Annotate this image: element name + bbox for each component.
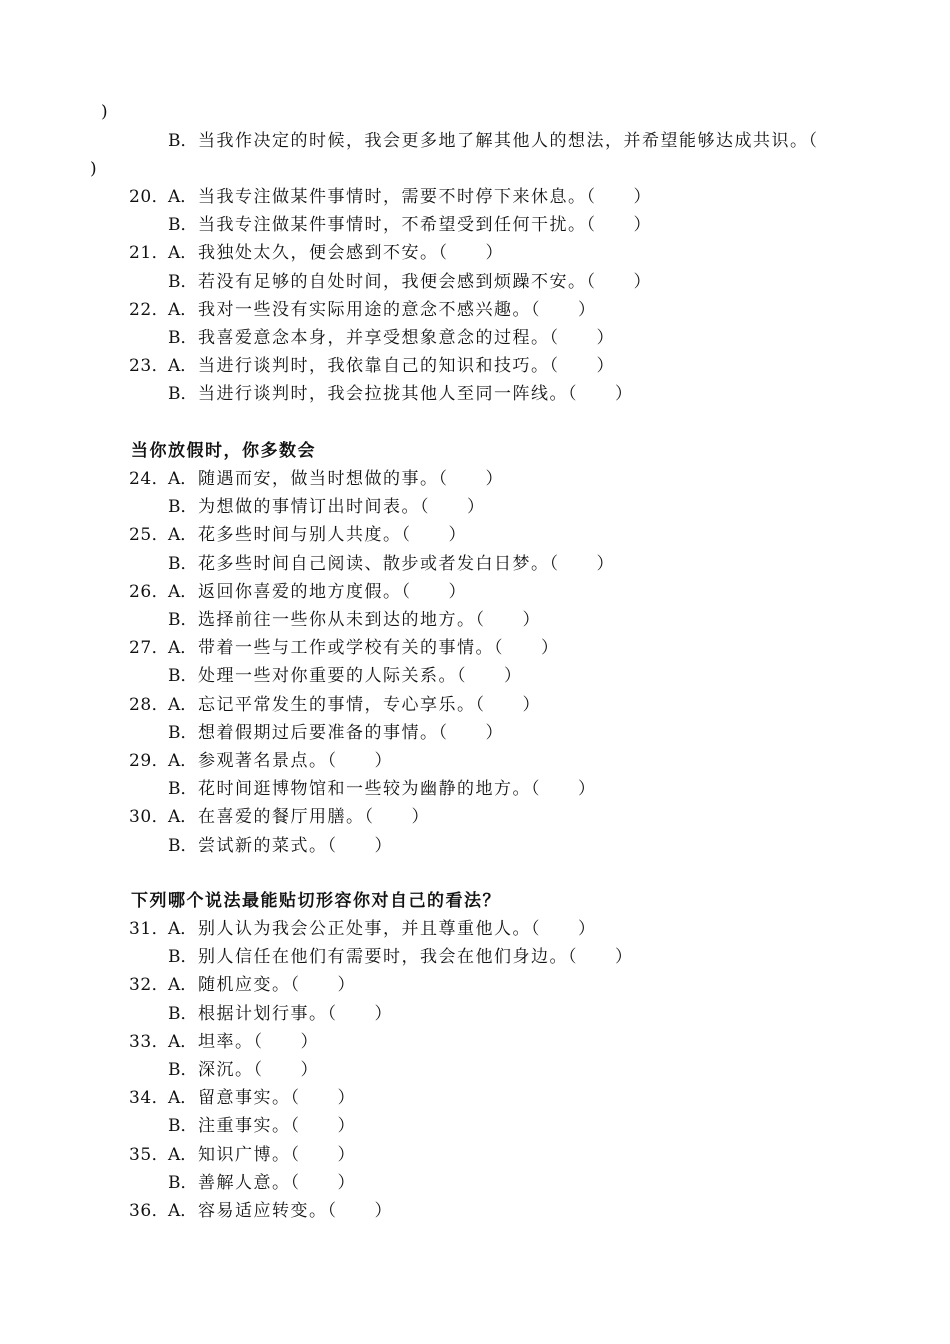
option-a-text: 别人认为我会公正处事，并且尊重他人。（ ） (198, 919, 597, 939)
option-a-label: A． (168, 243, 198, 264)
option-a (168, 1200, 393, 1222)
option-a (168, 581, 467, 603)
option-a-label: A． (168, 356, 198, 377)
option-a-text: 忘记平常发生的事情，专心享乐。（ ） (198, 694, 541, 715)
option-b-label: B． (168, 553, 198, 574)
option-b-text: 选择前往一些你从未到达的地方。（ ） (198, 610, 541, 630)
option-a-text: 容易适应转变。（ ） (198, 1201, 393, 1221)
option-b (168, 553, 615, 575)
option-a-text: 留意事实。（ ） (198, 1088, 356, 1109)
option-b (168, 496, 486, 518)
option-a (168, 186, 652, 208)
option-a-text: 当我专注做某件事情时，需要不时停下来休息。（ ） (198, 187, 652, 207)
option-a-text: 坦率。（ ） (198, 1031, 319, 1052)
option-b-label: B． (168, 1116, 198, 1137)
option-b (168, 271, 652, 293)
question-number: 30． (129, 807, 170, 828)
option-b-label: B． (168, 666, 198, 687)
option-a-text: 我独处太久，便会感到不安。（ ） (198, 243, 504, 264)
question-number: 36． (129, 1201, 170, 1221)
option-a-text: 我对一些没有实际用途的意念不感兴趣。（ ） (198, 299, 597, 320)
option-b-text: 别人信任在他们有需要时，我会在他们身边。（ ） (198, 947, 634, 968)
option-b-text: 想着假期过后要准备的事情。（ ） (198, 722, 504, 743)
option-a (168, 468, 504, 490)
option-a-text: 花多些时间与别人共度。（ ） (198, 525, 467, 546)
option-b-label: B． (168, 835, 198, 856)
option-a-text: 带着一些与工作或学校有关的事情。（ ） (198, 638, 560, 659)
closing-paren-top: ) (101, 102, 110, 122)
option-a-label: A． (168, 807, 198, 828)
option-b-label: B． (168, 384, 198, 405)
option-a-label: A． (168, 919, 198, 939)
option-a-label: A． (168, 581, 198, 602)
question-number: 34． (129, 1088, 170, 1109)
option-a-text: 返回你喜爱的地方度假。（ ） (198, 581, 467, 602)
option-a-label: A． (168, 638, 198, 659)
option-a-label: A． (168, 751, 198, 771)
option-b (168, 946, 634, 968)
option-a-label: A． (168, 1031, 198, 1052)
option-a (168, 299, 597, 321)
option-b-label: B． (168, 271, 198, 292)
option-a-text: 当进行谈判时，我依靠自己的知识和技巧。（ ） (198, 356, 615, 377)
option-a-label: A． (168, 975, 198, 996)
option-a-text: 随遇而安，做当时想做的事。（ ） (198, 469, 504, 489)
option-b-label: B． (168, 328, 198, 348)
option-a-label: A． (168, 694, 198, 715)
question-number: 24． (129, 469, 170, 489)
option-a (168, 750, 393, 772)
option-a (168, 918, 597, 940)
option-b (168, 383, 634, 405)
option-b-text: 根据计划行事。（ ） (198, 1003, 393, 1024)
option-b-label: B． (168, 779, 198, 800)
item-19-closing-paren: ) (90, 159, 99, 179)
option-b-text: 花时间逛博物馆和一些较为幽静的地方。（ ） (198, 779, 597, 800)
option-a (168, 524, 467, 546)
option-b (168, 1003, 393, 1025)
option-a-label: A． (168, 1088, 198, 1109)
option-b-text: 处理一些对你重要的人际关系。（ ） (198, 666, 523, 687)
option-b (168, 214, 652, 236)
option-a-text: 知识广博。（ ） (198, 1144, 356, 1165)
option-a (168, 1031, 319, 1053)
option-b-label: B． (168, 1003, 198, 1024)
option-b-text: 当进行谈判时，我会拉拢其他人至同一阵线。（ ） (198, 384, 634, 405)
option-b (168, 1172, 356, 1194)
option-b (168, 665, 523, 687)
option-b-text: 当我专注做某件事情时，不希望受到任何干扰。（ ） (198, 215, 652, 236)
option-a (168, 637, 560, 659)
option-a-label: A． (168, 1144, 198, 1165)
question-number: 32． (129, 975, 170, 996)
option-b-text: 花多些时间自己阅读、散步或者发白日梦。（ ） (198, 553, 615, 574)
question-number: 29． (129, 751, 170, 771)
option-b (168, 1059, 319, 1081)
question-number: 26． (129, 581, 170, 602)
option-a (168, 974, 356, 996)
option-b-text: 若没有足够的自处时间，我便会感到烦躁不安。（ ） (198, 271, 652, 292)
question-number: 20． (129, 187, 170, 207)
option-b (168, 835, 393, 857)
option-b-label: B． (168, 947, 198, 968)
question-number: 21． (129, 243, 170, 264)
option-b (168, 1115, 356, 1137)
question-number: 31． (129, 919, 170, 939)
section-heading-self-view: 下列哪个说法最能贴切形容你对自己的看法？ (131, 891, 501, 911)
option-b-label: B． (168, 497, 198, 518)
option-b-text: 尝试新的菜式。（ ） (198, 835, 393, 856)
option-a-label: A． (168, 525, 198, 546)
section-heading-holiday: 当你放假时，你多数会 (131, 441, 316, 461)
option-b-text: 我喜爱意念本身，并享受想象意念的过程。（ ） (198, 328, 615, 348)
option-a-text: 在喜爱的餐厅用膳。（ ） (198, 807, 430, 828)
question-number: 33． (129, 1031, 170, 1052)
option-b-text: 为想做的事情订出时间表。（ ） (198, 497, 486, 518)
option-b (168, 722, 504, 744)
option-a (168, 242, 504, 264)
option-b (168, 327, 615, 349)
option-b-label: B． (168, 1060, 198, 1080)
option-a-label: A． (168, 1201, 198, 1221)
option-a (168, 694, 541, 716)
option-b-label: B． (168, 610, 198, 630)
option-a-label: A． (168, 187, 198, 207)
option-a (168, 1087, 356, 1109)
option-a-text: 随机应变。（ ） (198, 975, 356, 996)
question-number: 35． (129, 1144, 170, 1165)
option-a-label: A． (168, 469, 198, 489)
option-b-label: B． (168, 215, 198, 236)
option-b-text: 善解人意。（ ） (198, 1172, 356, 1193)
option-b-text: 注重事实。（ ） (198, 1116, 356, 1137)
question-number: 22． (129, 299, 170, 320)
option-a (168, 1144, 356, 1166)
option-b-label: B． (168, 1172, 198, 1193)
item-19-option-b: B．当我作决定的时候，我会更多地了解其他人的想法，并希望能够达成共识。（ (168, 131, 819, 151)
question-number: 28． (129, 694, 170, 715)
option-b-text: 深沉。（ ） (198, 1060, 319, 1080)
option-b (168, 609, 541, 631)
option-a (168, 806, 430, 828)
option-a-label: A． (168, 299, 198, 320)
option-a-text: 参观著名景点。（ ） (198, 751, 393, 771)
question-number: 23． (129, 356, 170, 377)
option-a (168, 355, 615, 377)
option-b-label: B． (168, 722, 198, 743)
question-number: 25． (129, 525, 170, 546)
option-b (168, 778, 597, 800)
question-number: 27． (129, 638, 170, 659)
